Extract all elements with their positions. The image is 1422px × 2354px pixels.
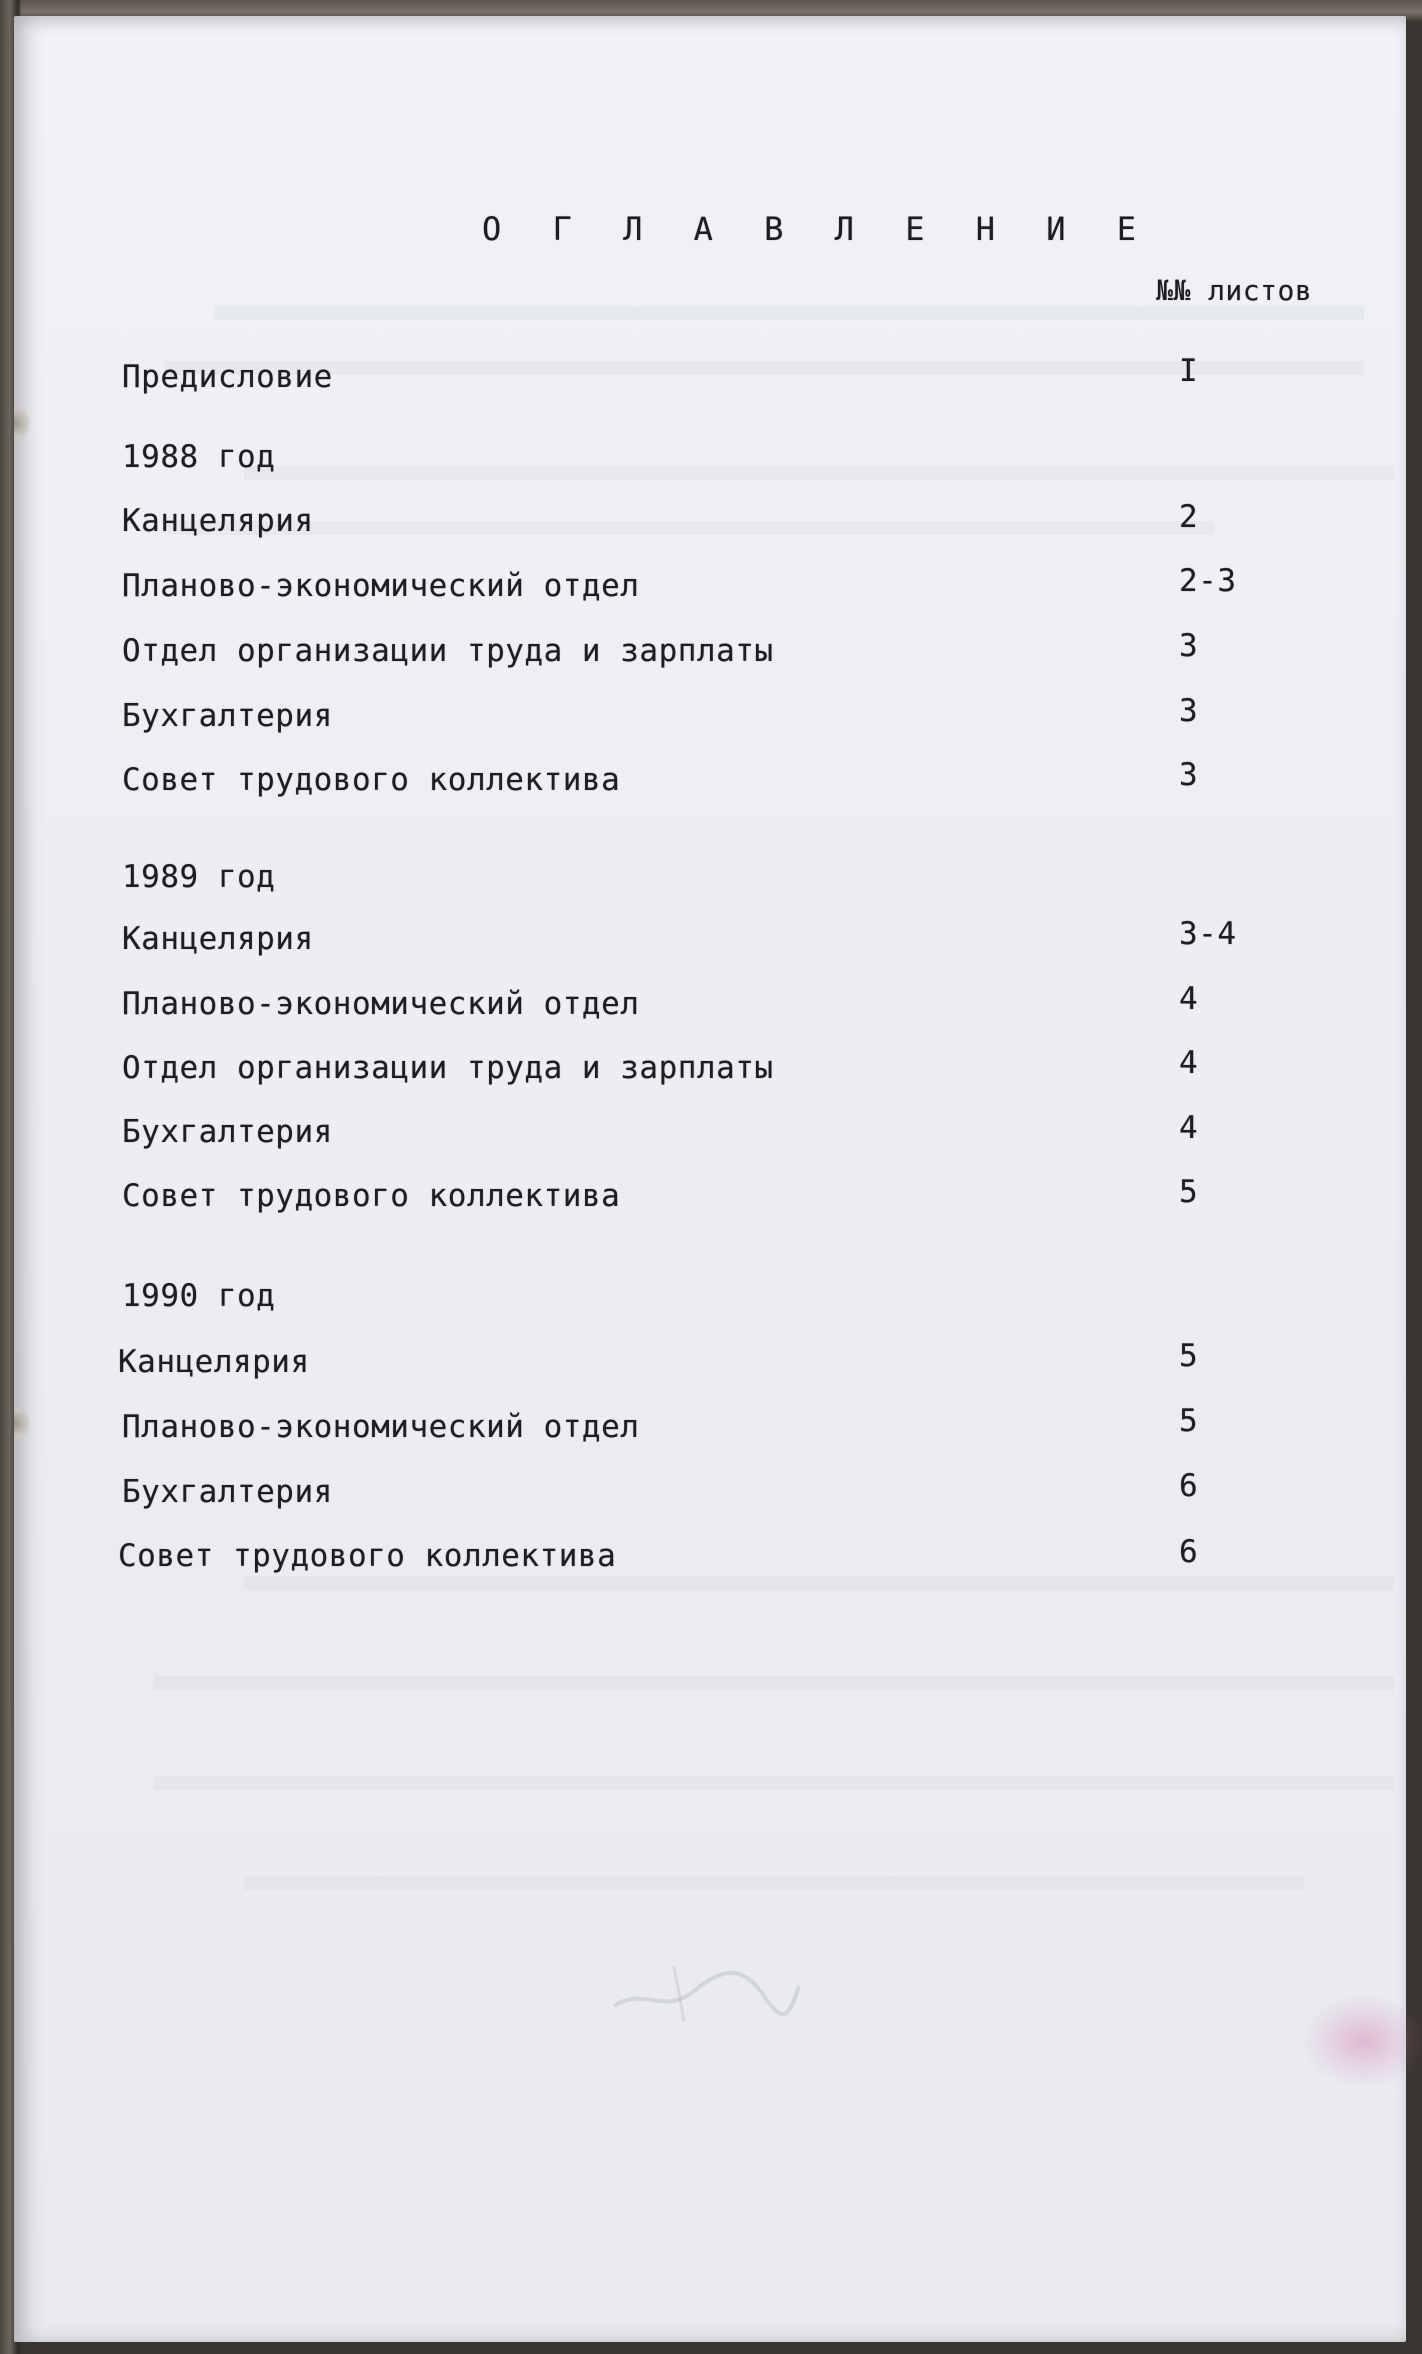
toc-entry-label: Канцелярия [122,503,314,539]
toc-entry-label: Совет трудового коллектива [122,1178,621,1214]
stamp-mark [1304,1996,1422,2086]
toc-entry-label: Канцелярия [122,921,314,957]
toc-entry-page: I [1179,353,1199,389]
toc-entry-page: 3 [1179,757,1199,793]
toc-entry-page: 3 [1179,693,1199,729]
bleed-through-line [154,1676,1394,1706]
bleed-through-line [244,466,1394,496]
toc-entry-label: Совет трудового коллектива [118,1538,617,1574]
toc-entry-label: Планово-экономический отдел [122,986,640,1022]
toc-entry-label: Отдел организации труда и зарплаты [122,1050,774,1086]
toc-entry-page: 4 [1179,981,1199,1017]
toc-entry-page: 5 [1179,1338,1199,1374]
bleed-through-line [214,306,1364,336]
toc-entry-page: 5 [1179,1174,1199,1210]
bleed-through-signature [604,1946,804,2036]
toc-entry-page: 5 [1179,1403,1199,1439]
bleed-through-line [244,1876,1304,1906]
document-title: О Г Л А В Л Е Н И Е [482,210,1153,248]
toc-entry-label: Канцелярия [118,1344,310,1380]
bleed-through-line [244,1576,1394,1606]
toc-entry-label: Планово-экономический отдел [122,1409,640,1445]
binding-hole [14,406,30,440]
toc-entry-page: 3 [1179,628,1199,664]
toc-entry-label: Бухгалтерия [122,1114,333,1150]
sheets-column-header: №№ листов [1156,274,1313,307]
toc-entry-label: Бухгалтерия [122,698,333,734]
toc-entry-page: 6 [1179,1468,1199,1504]
toc-entry-page: 4 [1179,1045,1199,1081]
year-heading: 1988 год [122,439,276,475]
paper-sheet [14,16,1406,2342]
toc-entry-page: 4 [1179,1110,1199,1146]
bleed-through-line [154,1776,1394,1806]
toc-entry-page: 3-4 [1179,916,1237,952]
bleed-through-line [164,521,1214,551]
toc-entry-label: Совет трудового коллектива [122,762,621,798]
toc-entry-label: Предисловие [122,359,333,395]
toc-entry-page: 6 [1179,1534,1199,1570]
year-heading: 1990 год [122,1278,276,1314]
toc-entry-page: 2 [1179,499,1199,535]
binding-hole [14,1406,30,1440]
toc-entry-label: Отдел организации труда и зарплаты [122,633,774,669]
toc-entry-label: Планово-экономический отдел [122,568,640,604]
toc-entry-label: Бухгалтерия [122,1474,333,1510]
year-heading: 1989 год [122,859,276,895]
toc-entry-page: 2-3 [1179,563,1237,599]
